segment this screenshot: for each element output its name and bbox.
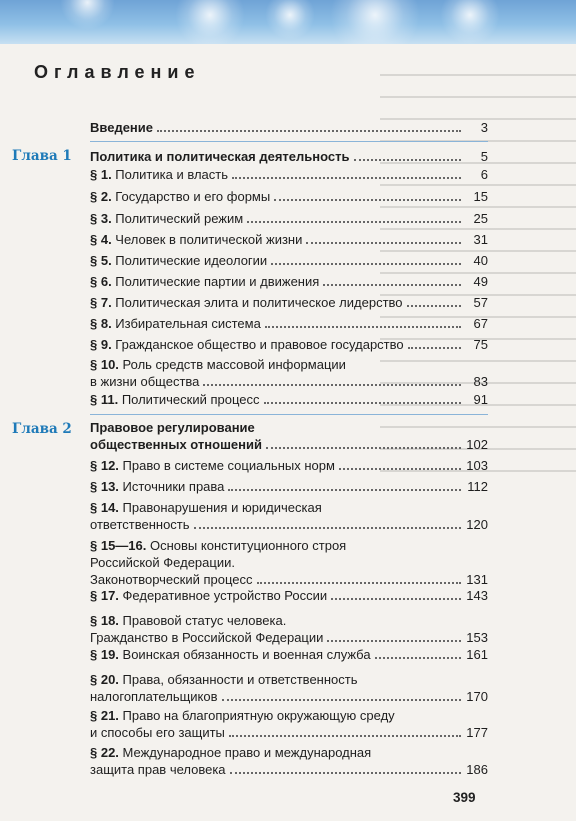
toc-page-number: 186 bbox=[466, 762, 488, 777]
toc-page-number: 153 bbox=[466, 630, 488, 645]
toc-page-number: 161 bbox=[466, 647, 488, 662]
toc-entry[interactable] bbox=[90, 646, 488, 663]
page-number: 399 bbox=[453, 790, 476, 805]
toc-page-number: 103 bbox=[466, 458, 488, 473]
toc-entry-text: Законотворческий процесс bbox=[90, 572, 253, 587]
section-number: § 8. bbox=[90, 316, 116, 331]
toc-entry-text: Российской Федерации. bbox=[90, 555, 235, 570]
toc-entry-text: § 12. Право в системе социальных норм bbox=[90, 458, 335, 473]
toc-entry-text: в жизни общества bbox=[90, 374, 200, 389]
dot-leader bbox=[194, 527, 461, 529]
section-number: § 18. bbox=[90, 613, 123, 628]
toc-entry[interactable] bbox=[90, 336, 488, 353]
section-number: § 22. bbox=[90, 745, 123, 760]
section-number: § 5. bbox=[90, 253, 116, 268]
toc-entry-text: § 1. Политика и власть bbox=[90, 167, 228, 182]
toc-entry-text: § 13. Источники права bbox=[90, 479, 225, 494]
toc-entry-text: § 10. Роль средств массовой информации bbox=[90, 357, 346, 372]
chapter-label: Глава 2 bbox=[12, 421, 72, 437]
toc-entry[interactable] bbox=[90, 148, 488, 165]
toc-entry[interactable] bbox=[90, 252, 488, 269]
toc-entry-text: § 17. Федеративное устройство России bbox=[90, 588, 328, 603]
toc-page-number: 25 bbox=[473, 211, 488, 226]
toc-entry-text: защита прав человека bbox=[90, 762, 226, 777]
toc-entry[interactable] bbox=[90, 294, 488, 311]
chapter-label: Глава 1 bbox=[12, 148, 72, 164]
dot-leader bbox=[230, 772, 461, 774]
toc-entry[interactable] bbox=[90, 356, 488, 390]
page-title: Оглавление bbox=[34, 62, 201, 82]
toc-page-number: 131 bbox=[466, 572, 488, 587]
toc-entry[interactable] bbox=[90, 315, 488, 332]
toc-entry-text: общественных отношений bbox=[90, 437, 262, 452]
toc-entry[interactable] bbox=[90, 478, 488, 495]
toc-entry[interactable] bbox=[90, 166, 488, 183]
section-number: § 3. bbox=[90, 211, 116, 226]
dot-leader bbox=[265, 326, 461, 328]
section-number: § 2. bbox=[90, 189, 116, 204]
toc-entry-text: § 8. Избирательная система bbox=[90, 316, 261, 331]
section-number: § 17. bbox=[90, 588, 123, 603]
divider bbox=[90, 141, 488, 142]
dot-leader bbox=[157, 130, 461, 132]
toc-entry-text: § 15—16. Основы конституционного строя bbox=[90, 538, 347, 553]
toc-page-number: 3 bbox=[480, 120, 488, 135]
toc-entry-text: § 14. Правонарушения и юридическая bbox=[90, 500, 322, 515]
section-number: § 14. bbox=[90, 500, 123, 515]
dot-leader bbox=[407, 305, 461, 307]
toc-entry-text: § 7. Политическая элита и политическое лидерство bbox=[90, 295, 403, 310]
toc-entry-text: налогоплательщиков bbox=[90, 689, 218, 704]
dot-leader bbox=[408, 347, 461, 349]
dot-leader bbox=[375, 657, 461, 659]
toc-entry-text: и способы его защиты bbox=[90, 725, 225, 740]
dot-leader bbox=[274, 199, 461, 201]
toc-page-number: 120 bbox=[466, 517, 488, 532]
toc-entry-text: § 2. Государство и его формы bbox=[90, 189, 271, 204]
toc-page-number: 6 bbox=[480, 167, 488, 182]
dot-leader bbox=[232, 177, 461, 179]
section-number: § 9. bbox=[90, 337, 116, 352]
toc-entry-text: Введение bbox=[90, 120, 153, 135]
dot-leader bbox=[264, 402, 461, 404]
dot-leader bbox=[271, 263, 461, 265]
toc-page-number: 15 bbox=[473, 189, 488, 204]
toc-page-number: 75 bbox=[473, 337, 488, 352]
toc-page-number: 40 bbox=[473, 253, 488, 268]
dot-leader bbox=[323, 284, 461, 286]
dot-leader bbox=[247, 221, 461, 223]
toc-entry[interactable] bbox=[90, 119, 488, 136]
toc-page-number: 112 bbox=[467, 479, 488, 494]
toc-entry-text: § 21. Право на благоприятную окружающую среду bbox=[90, 708, 395, 723]
toc-page-number: 177 bbox=[466, 725, 488, 740]
section-number: § 19. bbox=[90, 647, 123, 662]
dot-leader bbox=[228, 489, 461, 491]
toc-entry[interactable] bbox=[90, 391, 488, 408]
toc-entry-text: § 11. Политический процесс bbox=[90, 392, 260, 407]
section-number: § 21. bbox=[90, 708, 123, 723]
toc-entry[interactable] bbox=[90, 231, 488, 248]
section-number: § 15—16. bbox=[90, 538, 150, 553]
toc-page-number: 49 bbox=[473, 274, 488, 289]
toc-entry[interactable] bbox=[90, 419, 488, 453]
toc-entry[interactable] bbox=[90, 273, 488, 290]
toc-page-number: 91 bbox=[473, 392, 488, 407]
dot-leader bbox=[331, 598, 461, 600]
toc-entry[interactable] bbox=[90, 188, 488, 205]
section-number: § 20. bbox=[90, 672, 123, 687]
toc-page-number: 170 bbox=[466, 689, 488, 704]
toc-page-number: 57 bbox=[473, 295, 488, 310]
section-number: § 12. bbox=[90, 458, 123, 473]
toc-entry[interactable] bbox=[90, 671, 488, 705]
section-number: § 4. bbox=[90, 232, 116, 247]
header-banner bbox=[0, 0, 576, 44]
dot-leader bbox=[327, 640, 461, 642]
toc-entry-text: § 4. Человек в политической жизни bbox=[90, 232, 303, 247]
section-number: § 13. bbox=[90, 479, 123, 494]
section-number: § 10. bbox=[90, 357, 123, 372]
section-number: § 7. bbox=[90, 295, 116, 310]
toc-page-number: 67 bbox=[473, 316, 488, 331]
dot-leader bbox=[339, 468, 461, 470]
toc-entry-text: § 9. Гражданское общество и правовое государство bbox=[90, 337, 404, 352]
toc-page-number: 5 bbox=[480, 149, 488, 164]
section-number: § 1. bbox=[90, 167, 116, 182]
dot-leader bbox=[222, 699, 461, 701]
divider bbox=[90, 414, 488, 415]
toc-entry[interactable] bbox=[90, 612, 488, 646]
dot-leader bbox=[203, 384, 461, 386]
dot-leader bbox=[306, 242, 461, 244]
toc-entry-text: ответственность bbox=[90, 517, 190, 532]
toc-page-number: 31 bbox=[473, 232, 488, 247]
toc-entry[interactable] bbox=[90, 744, 488, 778]
toc-entry-text: § 22. Международное право и международная bbox=[90, 745, 372, 760]
section-number: § 11. bbox=[90, 392, 122, 407]
section-number: § 6. bbox=[90, 274, 116, 289]
toc-entry-text: Правовое регулирование bbox=[90, 420, 255, 435]
toc-page-number: 83 bbox=[473, 374, 488, 389]
toc-entry[interactable] bbox=[90, 457, 488, 474]
dot-leader bbox=[229, 735, 461, 737]
toc-entry-text: § 5. Политические идеологии bbox=[90, 253, 268, 268]
toc-entry-text: Политика и политическая деятельность bbox=[90, 149, 350, 164]
dot-leader bbox=[354, 159, 462, 161]
toc-entry-text: § 20. Права, обязанности и ответственность bbox=[90, 672, 358, 687]
toc-entry[interactable] bbox=[90, 587, 488, 604]
toc-entry[interactable] bbox=[90, 210, 488, 227]
toc-page-number: 102 bbox=[466, 437, 488, 452]
dot-leader bbox=[266, 447, 461, 449]
toc-entry-text: § 3. Политический режим bbox=[90, 211, 244, 226]
toc-entry-text: § 19. Воинская обязанность и военная служба bbox=[90, 647, 371, 662]
toc-entry[interactable] bbox=[90, 499, 488, 533]
toc-page-number: 143 bbox=[466, 588, 488, 603]
toc-entry-text: § 6. Политические партии и движения bbox=[90, 274, 320, 289]
toc-entry[interactable] bbox=[90, 707, 488, 741]
dot-leader bbox=[257, 582, 461, 584]
toc-entry-text: § 18. Правовой статус человека. bbox=[90, 613, 287, 628]
toc-entry[interactable] bbox=[90, 537, 488, 588]
toc-entry-text: Гражданство в Российской Федерации bbox=[90, 630, 324, 645]
